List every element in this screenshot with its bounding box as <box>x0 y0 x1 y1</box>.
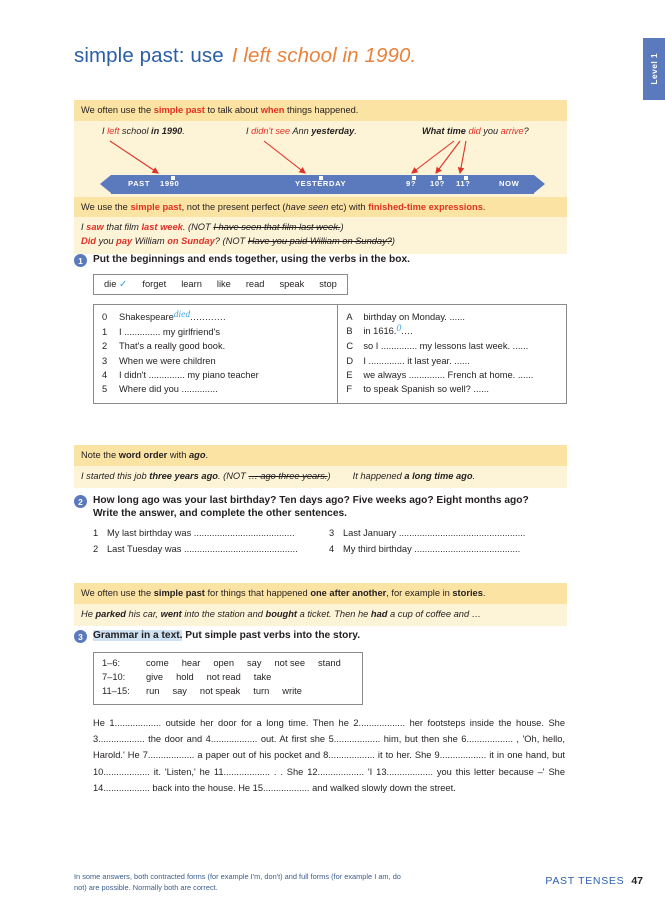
exercise-3-header <box>74 629 567 643</box>
exercise-1-match-wrap <box>74 304 567 404</box>
verb-item: take <box>253 671 272 682</box>
exercise-3-instruction <box>93 629 360 642</box>
exercise-2-instruction-line1: How long ago was your last birthday? Ten days ago? Five weeks ago? Eight months ago? <box>93 495 529 506</box>
verb-item: come <box>146 658 169 668</box>
r3-c: his car, <box>125 608 161 619</box>
item-key: F <box>346 384 353 395</box>
r3-b3: bought <box>265 608 298 619</box>
exercise-2-left-column <box>93 525 329 558</box>
item-key: D <box>346 355 354 366</box>
r3-b1: parked <box>95 608 126 619</box>
timeline-bar <box>100 175 545 194</box>
checkmark-icon: ✓ <box>119 279 128 290</box>
verb-item: write <box>282 685 302 696</box>
r1e2-d: William <box>132 236 168 247</box>
rule-box-3 <box>74 583 567 626</box>
rule1b-a: We use the <box>81 201 131 212</box>
timeline-left-arrow-icon <box>100 175 111 193</box>
tl-m-p4: . <box>354 125 357 136</box>
r1e2-b: you <box>95 236 117 247</box>
item-text: That's a really good book. <box>119 341 226 352</box>
verb-item: run <box>146 685 160 696</box>
verb-item: not read <box>206 671 241 682</box>
table-row[interactable] <box>346 324 558 339</box>
table-row[interactable] <box>346 354 558 368</box>
rule3-d: . <box>482 588 486 598</box>
verb-item: hear <box>181 658 201 668</box>
tl-l-p0: I <box>102 125 108 136</box>
table-row[interactable] <box>102 368 329 382</box>
tl-m-p0: I <box>246 125 252 136</box>
rule2-hl: word order <box>118 450 168 460</box>
tl-r-p3: arrive <box>500 125 524 136</box>
r1e1-a: I <box>81 222 87 233</box>
list-item[interactable] <box>329 541 565 557</box>
item-text: Shakespeare <box>119 312 174 322</box>
verb-item: open <box>213 658 235 668</box>
rule3-hl2: one after another <box>310 588 387 598</box>
item-number: 1 <box>93 527 99 538</box>
timeline-label-mid <box>246 126 357 136</box>
r2-b: . (NOT <box>217 470 249 481</box>
item-text: Last January ................................................. <box>343 527 526 538</box>
item-key: A <box>346 312 353 322</box>
list-item[interactable] <box>329 525 565 541</box>
tl-r-p1: did <box>468 125 481 136</box>
timeline-tick-past: PAST <box>128 179 151 189</box>
timeline-tick-yesterday: YESTERDAY <box>295 179 347 189</box>
timeline-tick-9: 9? <box>406 179 417 189</box>
r2-a: I started this job <box>81 470 150 481</box>
r1e2-c: pay <box>116 236 133 247</box>
verb-item: give <box>146 671 164 682</box>
exercise-3-instruction-highlight: Grammar in a text. <box>93 630 183 641</box>
rule-box-2-heading <box>74 445 567 466</box>
item-key: 4 <box>102 369 108 380</box>
r3-d: into the station and <box>181 608 266 619</box>
table-row[interactable] <box>346 310 558 324</box>
item-key: C <box>346 341 354 352</box>
tl-l-p3: in 1990 <box>151 125 183 136</box>
r1e1-f: ) <box>340 222 344 233</box>
item-dots: ............ <box>190 312 226 322</box>
verb-learn: learn <box>181 279 202 289</box>
r1e1-d: last week <box>141 222 183 233</box>
timeline-container <box>74 121 567 197</box>
rule1-example-1 <box>81 221 560 235</box>
r1e1-e: . (NOT <box>182 222 214 233</box>
rule2-it: ago <box>189 450 206 460</box>
rule2-b: with <box>167 450 189 460</box>
timeline-tick-1990: 1990 <box>160 179 180 189</box>
rule1-head-highlight1: simple past <box>153 105 205 115</box>
exercise-2-answers <box>93 525 567 558</box>
verb-range: 11–15: <box>102 685 130 696</box>
exercise-1-verb-box <box>93 274 348 295</box>
r1e2-e: on Sunday <box>167 236 215 247</box>
page-number: 47 <box>631 875 643 887</box>
verb-range: 1–6: <box>102 658 121 668</box>
exercise-2 <box>74 494 567 557</box>
rule-box-1-heading <box>74 100 567 121</box>
item-number: 4 <box>329 543 335 554</box>
rule1b-it: have seen <box>285 201 329 212</box>
r1e1-b: saw <box>86 222 104 233</box>
exercise-2-instruction-line2: Write the answer, and complete the other sentences. <box>93 508 348 520</box>
timeline-label-right <box>422 126 529 136</box>
exercise-1-verbbox-wrap <box>74 274 567 295</box>
rule-box-3-example <box>74 604 567 627</box>
rule2-a: Note the <box>81 450 119 460</box>
rule1b-hl2: finished-time expressions <box>368 201 483 212</box>
r1e2-strike: Have you paid William on Sunday? <box>247 236 392 247</box>
verb-row <box>102 685 354 699</box>
item-key: 0 <box>102 312 108 322</box>
exercise-1-number: 1 <box>74 254 87 267</box>
table-row[interactable] <box>102 382 329 396</box>
r2-e: . <box>472 470 476 481</box>
rule1b-c: etc) with <box>328 201 369 212</box>
exercise-2-right-column <box>329 525 565 558</box>
verb-item: say <box>247 658 262 668</box>
item-text: we always .............. French at home. ...... <box>363 369 534 380</box>
exercise-3-verb-box <box>93 652 363 705</box>
timeline-right-arrow-icon <box>534 175 545 193</box>
item-key: E <box>346 369 353 380</box>
r3-b4: had <box>370 608 388 619</box>
table-row[interactable] <box>102 354 329 368</box>
verb-row <box>102 657 354 671</box>
tl-l-p4: . <box>182 125 185 136</box>
rule1b-hl1: simple past <box>130 201 182 212</box>
footer-section-title: PAST TENSES <box>545 875 625 887</box>
rule3-b: for things that happened <box>204 588 311 598</box>
rule-box-1-heading-2 <box>74 197 567 218</box>
rule-box-2-examples <box>74 466 567 489</box>
tl-r-p0: What time <box>422 125 469 136</box>
r1e2-f: ? (NOT <box>214 236 248 247</box>
verb-item: not speak <box>199 685 241 696</box>
exercise-1 <box>74 253 567 404</box>
exercise-1-matching-grid <box>93 304 567 404</box>
item-key: 5 <box>102 384 108 395</box>
r3-e: a ticket. Then he <box>297 608 371 619</box>
level-tab <box>643 38 665 100</box>
item-text: birthday on Monday. ...... <box>363 312 465 322</box>
rule3-a: We often use the <box>81 588 154 598</box>
item-number: 2 <box>93 543 99 554</box>
tl-l-p2: school <box>119 125 152 136</box>
verb-row <box>102 671 354 685</box>
item-key: 3 <box>102 355 108 366</box>
verb-speak: speak <box>279 279 305 289</box>
page-title-main: simple past: use <box>74 44 224 67</box>
rule1-head-part3: things happened. <box>284 105 359 115</box>
r2-d: It happened <box>352 470 405 481</box>
matching-right-column <box>338 305 566 403</box>
verb-die-label: die <box>104 279 117 289</box>
item-key: 1 <box>102 326 108 337</box>
exercise-2-header <box>74 494 567 521</box>
page-title-example: I left school in 1990. <box>231 44 417 67</box>
rule1-head-highlight2: when <box>260 105 285 115</box>
list-item[interactable] <box>93 525 329 541</box>
verb-item: hold <box>176 671 194 682</box>
item-text: Last Tuesday was ............................................ <box>107 543 298 554</box>
item-text: so I .............. my lessons last week. ...... <box>363 341 529 352</box>
tl-m-p2: Ann <box>290 125 312 136</box>
item-text: in 1616. <box>363 326 397 337</box>
verb-item: say <box>172 685 187 696</box>
r3-b2: went <box>160 608 182 619</box>
r1e1-c: that film <box>103 222 142 233</box>
timeline-tick-10: 10? <box>430 179 445 189</box>
item-text: I .............. my girlfriend's <box>119 326 220 337</box>
rule2-c: . <box>205 450 209 460</box>
item-text: When we were children <box>119 355 216 366</box>
rule-box-1 <box>74 100 567 254</box>
timeline-label-left <box>102 126 185 136</box>
exercise-3-verbbox-wrap <box>74 652 567 705</box>
rule3-c: , for example in <box>386 588 453 598</box>
table-row[interactable] <box>102 325 329 339</box>
rule3-hl: simple past <box>153 588 205 598</box>
r2-strike: … ago three years. <box>248 470 328 481</box>
tl-r-p4: ? <box>523 125 529 136</box>
rule-box-1-examples <box>74 217 567 254</box>
exercise-3-instruction-rest: Put simple past verbs into the story. <box>182 630 361 641</box>
table-row[interactable] <box>346 368 558 382</box>
rule1b-b: , not the present perfect ( <box>181 201 286 212</box>
verb-range: 7–10: <box>102 671 126 682</box>
exercise-2-instruction <box>93 494 529 521</box>
r2-bold: three years ago <box>149 470 218 481</box>
r2-c: ) <box>327 470 331 481</box>
verb-stop: stop <box>319 279 337 289</box>
item-text: Where did you .............. <box>119 384 218 395</box>
list-item[interactable] <box>93 541 329 557</box>
verb-die <box>104 279 127 289</box>
r1e2-a: Did <box>81 236 96 247</box>
table-row[interactable] <box>346 382 558 396</box>
r3-a: He <box>81 608 96 619</box>
exercise-2-number: 2 <box>74 495 87 508</box>
rule1-example-2 <box>81 235 560 249</box>
verb-forget: forget <box>142 279 167 289</box>
rule1b-d: . <box>482 201 486 212</box>
verb-item: stand <box>318 658 341 668</box>
footer-note: In some answers, both contracted forms (for example I'm, don't) and full forms (for example I am, do not) are possible. Normally both are correct. <box>74 872 401 892</box>
handwritten-answer: 0 <box>396 323 402 334</box>
exercise-3-story-text[interactable]: He 1.................. outside her door for a long time. Then he 2.................. her footsteps inside the house. She 3.................. the door and 4.................. out. At first she 5.................. him, but then she 6.................. , 'Oh, hello, Harold.' He 7.................. a paper out of his pocket and 8.................. it to her. She 9.................. it in one hand, but 10.................. it. 'Listen,' he 11.................. . . She 12.................. 'I 13.................. you this letter because –' She 14.................. back into the house. He 15.................. and walked slowly down the street. <box>93 717 565 793</box>
item-key: 2 <box>102 341 108 352</box>
verb-item: not see <box>274 658 305 668</box>
exercise-3 <box>74 629 567 796</box>
timeline-tick-now: NOW <box>499 179 520 189</box>
rule3-hl3: stories <box>452 588 483 598</box>
exercise-1-instruction: Put the beginnings and ends together, using the verbs in the box. <box>93 254 410 265</box>
item-text: My third birthday ......................................... <box>343 543 521 554</box>
tl-l-p1: left <box>107 125 120 136</box>
page-title <box>74 44 416 68</box>
r2-bold2: a long time ago <box>404 470 473 481</box>
rule1-head-part1: We often use the <box>81 105 154 115</box>
verb-item: turn <box>253 685 270 696</box>
verb-read: read <box>245 279 265 289</box>
timeline-tick-11: 11? <box>456 179 471 189</box>
r1e1-strike: I have seen that film last week. <box>213 222 341 233</box>
tl-m-p3: yesterday <box>311 125 355 136</box>
item-number: 3 <box>329 527 335 538</box>
exercise-3-number: 3 <box>74 630 87 643</box>
table-row[interactable] <box>102 310 329 325</box>
item-text: to speak Spanish so well? ...... <box>363 384 489 395</box>
item-text: My last birthday was ....................................... <box>107 527 295 538</box>
r1e2-g: ) <box>391 236 396 247</box>
matching-left-column <box>94 305 338 403</box>
tl-m-p1: didn't see <box>251 125 291 136</box>
rule-box-2 <box>74 445 567 488</box>
rule-box-3-heading <box>74 583 567 604</box>
r3-f: a cup of coffee and … <box>387 608 481 619</box>
level-tab-label: Level 1 <box>649 53 659 85</box>
item-dots: .... <box>401 326 414 337</box>
table-row[interactable] <box>102 339 329 353</box>
footer-right <box>545 875 643 887</box>
tl-r-p2: you <box>480 125 501 136</box>
item-text: I .............. it last year. ...... <box>363 355 470 366</box>
table-row[interactable] <box>346 339 558 353</box>
item-key: B <box>346 326 353 337</box>
rule1-head-part2: to talk about <box>204 105 261 115</box>
handwritten-answer: died <box>173 309 191 320</box>
verb-like: like <box>216 279 231 289</box>
exercise-1-header <box>74 253 567 267</box>
item-text: I didn't .............. my piano teacher <box>119 369 259 380</box>
